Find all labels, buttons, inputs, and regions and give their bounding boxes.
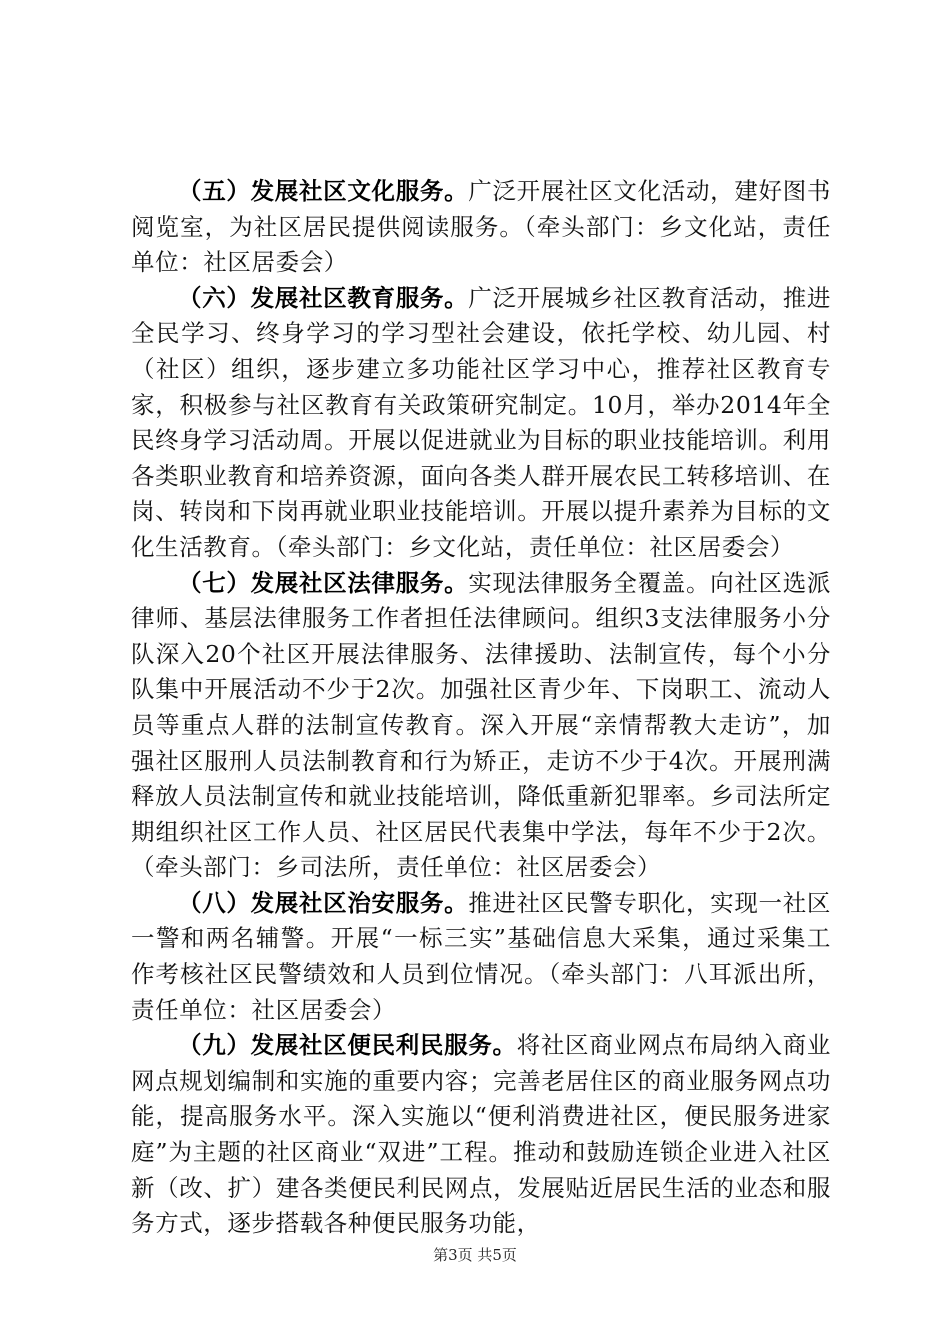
- section-6-body: 广泛开展城乡社区教育活动，推进全民学习、终身学习的学习型社会建设，依托学校、幼儿园、村（社区）组织，逐步建立多功能社区学习中心，推荐社区教育专家，积极参与社区教育有关政策研究制定。10月，举办2014年全民终身学习活动周。开展以促进就业为目标的职业技能培训。利用各类职业教育和培养资源，面向各类人群开展农民工转移培训、在岗、转岗和下岗再就业职业技能培训。开展以提升素养为目标的文化生活教育。（牵头部门：乡文化站，责任单位：社区居委会）: [131, 283, 832, 561]
- section-7-paragraph: [131, 566, 831, 886]
- section-9-heading: （九）发展社区便民利民服务。: [178, 1031, 517, 1060]
- section-5-body: 广泛开展社区文化活动，建好图书阅览室，为社区居民提供阅读服务。（牵头部门：乡文化站，责任单位：社区居委会）: [131, 177, 832, 277]
- section-7-heading: （七）发展社区法律服务。: [178, 568, 469, 597]
- section-5-paragraph: [131, 174, 831, 281]
- section-6-heading: （六）发展社区教育服务。: [178, 283, 469, 312]
- section-8-body: 推进社区民警专职化，实现一社区一警和两名辅警。开展“一标三实”基础信息大采集，通过采集工作考核社区民警绩效和人员到位情况。（牵头部门：八耳派出所，责任单位：社区居委会）: [131, 888, 832, 1024]
- section-7-body: 实现法律服务全覆盖。向社区选派律师、基层法律服务工作者担任法律顾问。组织3支法律服务小分队深入20个社区开展法律服务、法律援助、法制宣传，每个小分队集中开展活动不少于2次。加强社区青少年、下岗职工、流动人员等重点人群的法制宣传教育。深入开展“亲情帮教大走访”，加强社区服刑人员法制教育和行为矫正，走访不少于4次。开展刑满释放人员法制宣传和就业技能培训，降低重新犯罪率。乡司法所定期组织社区工作人员、社区居民代表集中学法，每年不少于2次。（牵头部门：乡司法所，责任单位：社区居委会）: [131, 568, 832, 882]
- section-6-paragraph: [131, 281, 831, 566]
- section-5-heading: （五）发展社区文化服务。: [178, 177, 469, 205]
- document-body: [131, 174, 831, 1242]
- section-8-paragraph: [131, 886, 831, 1028]
- section-9-paragraph: [131, 1028, 831, 1242]
- section-8-heading: （八）发展社区治安服务。: [178, 888, 469, 917]
- section-9-body: 将社区商业网点布局纳入商业网点规划编制和实施的重要内容；完善老居住区的商业服务网点功能，提高服务水平。深入实施以“便利消费进社区，便民服务进家庭”为主题的社区商业“双进”工程。推动和鼓励连锁企业进入社区新（改、扩）建各类便民利民网点，发展贴近居民生活的业态和服务方式，逐步搭载各种便民服务功能，: [131, 1031, 831, 1238]
- page-number-footer: 第3页 共5页: [433, 1246, 517, 1264]
